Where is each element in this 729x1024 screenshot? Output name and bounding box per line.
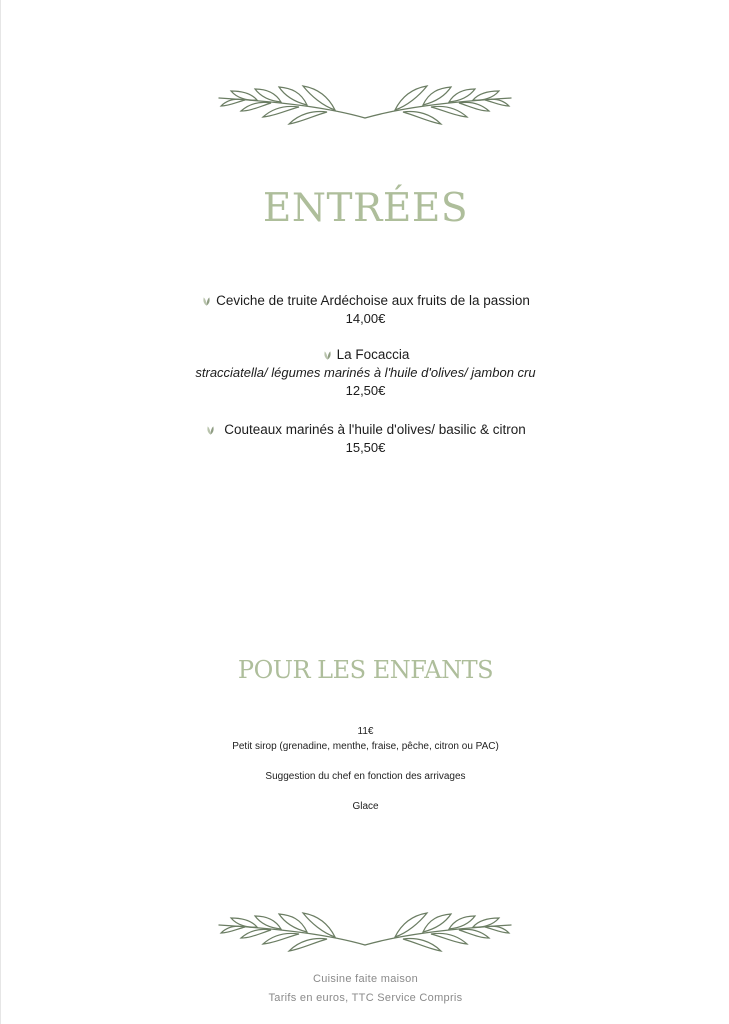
kids-menu-item: Glace (352, 801, 379, 812)
dish-name: Couteaux marinés à l'huile d'olives/ basilic & citron (224, 422, 526, 437)
footer-homemade: Cuisine faite maison (312, 973, 419, 985)
dish-description: stracciatella/ légumes marinés à l'huile d'olives/ jambon cru (195, 365, 536, 380)
leaf-icon (205, 424, 216, 436)
laurel-branch-bottom-icon (215, 907, 515, 955)
leaf-icon (201, 295, 212, 307)
dish-item (1, 346, 729, 400)
leaf-icon (322, 349, 333, 361)
kids-menu-price: 11€ (357, 726, 374, 737)
kids-menu-item: Suggestion du chef en fonction des arrivages (265, 771, 466, 782)
dish-price: 14,00€ (345, 311, 386, 326)
laurel-branch-top-icon (215, 80, 515, 128)
kids-menu-item: Petit sirop (grenadine, menthe, fraise, pêche, citron ou PAC) (232, 741, 499, 752)
dish-price: 15,50€ (345, 440, 386, 455)
dish-name: Ceviche de truite Ardéchoise aux fruits de la passion (216, 293, 530, 308)
dish-name: La Focaccia (336, 347, 410, 362)
dish-price: 12,50€ (345, 383, 386, 398)
section-title-enfants: POUR LES ENFANTS (237, 656, 494, 684)
dish-item (1, 421, 729, 457)
section-title-entrees: ENTRÉES (262, 186, 469, 231)
dish-item (1, 292, 729, 328)
footer-pricing-note: Tarifs en euros, TTC Service Compris (268, 992, 463, 1004)
